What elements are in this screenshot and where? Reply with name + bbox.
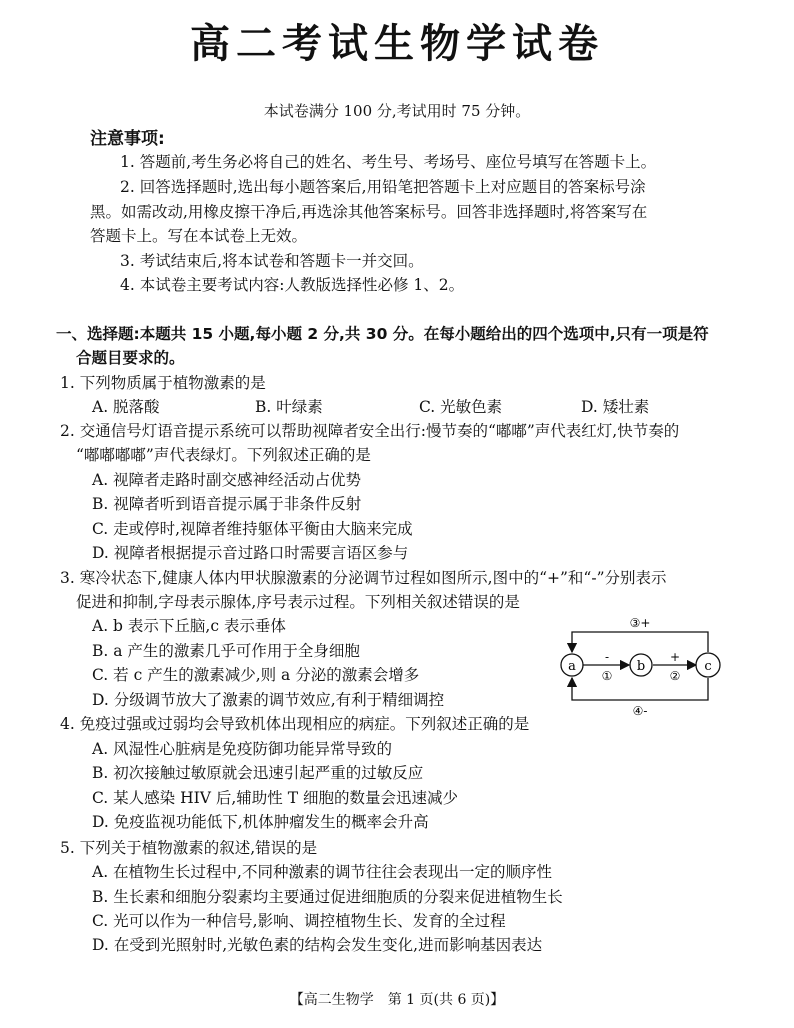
option-c: C. 光可以作为一种信号,影响、调控植物生长、发育的全过程: [92, 912, 506, 930]
option-b: B. 视障者听到语音提示属于非条件反射: [92, 495, 362, 513]
option-c: C. 走或停时,视障者维持躯体平衡由大脑来完成: [92, 520, 413, 538]
node-c-label: c: [704, 659, 712, 674]
process-1-number: ①: [601, 669, 613, 683]
page-footer: 【高二生物学 第 1 页(共 6 页)】: [289, 992, 505, 1008]
note-line: 黑。如需改动,用橡皮擦干净后,再选涂其他答案标号。回答非选择题时,将答案写在: [90, 203, 648, 221]
option-b: B. 初次接触过敏原就会迅速引起严重的过敏反应: [92, 764, 424, 782]
note-line: 答题卡上。写在本试卷上无效。: [90, 227, 308, 245]
note-line: 3. 考试结束后,将本试卷和答题卡一并交回。: [120, 252, 424, 270]
option-d: D. 免疫监视功能低下,机体肿瘤发生的概率会升高: [92, 813, 429, 831]
question-2-stem: 2. 交通信号灯语音提示系统可以帮助视障者安全出行:慢节奏的“嘟嘟”声代表红灯,快节奏的: [60, 422, 680, 440]
option-a: A. 脱落酸: [92, 398, 160, 416]
option-b: B. a 产生的激素几乎可作用于全身细胞: [92, 642, 360, 660]
option-d: D. 视障者根据提示音过路口时需要言语区参与: [92, 544, 409, 562]
process-1-sign: -: [604, 650, 610, 664]
option-a: A. 视障者走路时副交感神经活动占优势: [92, 471, 362, 489]
option-c: C. 某人感染 HIV 后,辅助性 T 细胞的数量会迅速减少: [92, 789, 458, 807]
exam-title: 高二考试生物学试卷: [190, 21, 604, 67]
notes-header: 注意事项:: [90, 129, 165, 149]
process-4-label: ④-: [632, 704, 648, 718]
node-b-label: b: [636, 659, 646, 674]
note-line: 1. 答题前,考生务必将自己的姓名、考生号、考场号、座位号填写在答题卡上。: [120, 153, 657, 171]
question-3-stem-cont: 促进和抑制,字母表示腺体,序号表示过程。下列相关叙述错误的是: [76, 593, 520, 611]
process-3-label: ③+: [629, 616, 651, 630]
question-2-stem-cont: “嘟嘟嘟嘟”声代表绿灯。下列叙述正确的是: [76, 446, 371, 464]
section-heading: 一、选择题:本题共 15 小题,每小题 2 分,共 30 分。在每小题给出的四个选项中,只有一项是符: [56, 325, 709, 343]
option-b: B. 叶绿素: [255, 398, 323, 416]
note-line: 4. 本试卷主要考试内容:人教版选择性必修 1、2。: [120, 276, 465, 294]
question-3-stem: 3. 寒冷状态下,健康人体内甲状腺激素的分泌调节过程如图所示,图中的“+”和“-”分别表示: [60, 569, 667, 587]
option-a: A. 风湿性心脏病是免疫防御功能异常导致的: [92, 740, 393, 758]
note-line: 2. 回答选择题时,选出每小题答案后,用铅笔把答题卡上对应题目的答案标号涂: [120, 178, 646, 196]
process-4-arrow: [572, 678, 708, 700]
option-c: C. 若 c 产生的激素减少,则 a 分泌的激素会增多: [92, 666, 420, 684]
question-4-stem: 4. 免疫过强或过弱均会导致机体出现相应的病症。下列叙述正确的是: [60, 715, 530, 733]
option-d: D. 分级调节放大了激素的调节效应,有利于精细调控: [92, 691, 445, 709]
question-1-stem: 1. 下列物质属于植物激素的是: [60, 374, 266, 392]
option-d: D. 矮壮素: [581, 398, 650, 416]
node-a-label: a: [568, 659, 576, 674]
option-b: B. 生长素和细胞分裂素均主要通过促进细胞质的分裂来促进植物生长: [92, 888, 563, 906]
option-a: A. b 表示下丘脑,c 表示垂体: [92, 617, 286, 635]
exam-subtitle: 本试卷满分 100 分,考试用时 75 分钟。: [263, 102, 531, 120]
option-a: A. 在植物生长过程中,不同种激素的调节往往会表现出一定的顺序性: [92, 863, 552, 881]
section-heading-cont: 合题目要求的。: [76, 349, 185, 367]
process-3-arrow: [572, 632, 708, 652]
option-d: D. 在受到光照射时,光敏色素的结构会发生变化,进而影响基因表达: [92, 936, 543, 954]
hormone-regulation-diagram: [550, 614, 740, 722]
question-5-stem: 5. 下列关于植物激素的叙述,错误的是: [60, 839, 318, 857]
process-2-number: ②: [669, 669, 681, 683]
process-2-sign: +: [669, 650, 681, 664]
question-1-options: [92, 395, 732, 419]
option-c: C. 光敏色素: [419, 398, 503, 416]
